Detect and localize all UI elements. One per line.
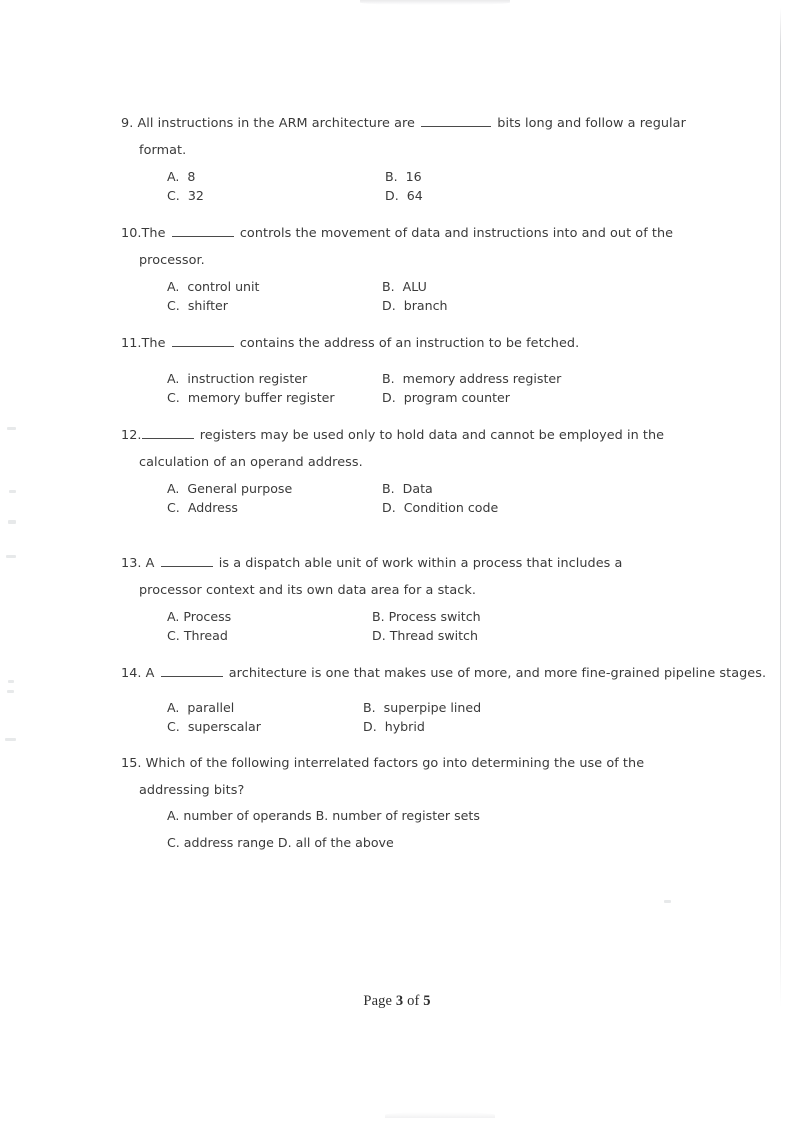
fill-in-blank (421, 114, 491, 127)
question-text: A (141, 556, 155, 571)
question-continuation: addressing bits? (139, 783, 245, 798)
options-question-9 (167, 167, 423, 205)
scan-speckle (7, 427, 16, 430)
scan-speckle (8, 520, 16, 524)
scan-speckle (9, 490, 16, 493)
question-11 (121, 330, 579, 357)
option-row (167, 369, 561, 388)
option-row (167, 479, 498, 498)
question-number: 15. (121, 756, 142, 771)
option-d[interactable]: D. Condition code (382, 500, 499, 515)
option-a[interactable]: A. 8 (167, 169, 196, 184)
scan-speckle (5, 738, 16, 741)
option-c[interactable]: C. shifter (167, 298, 228, 313)
options-question-11 (167, 369, 561, 407)
option-c[interactable]: C. Thread (167, 628, 228, 643)
question-number: 10. (121, 226, 142, 241)
scan-speckle (6, 555, 16, 558)
option-row (167, 607, 481, 626)
question-text-after: contains the address of an instruction to be fetched. (239, 336, 580, 351)
question-continuation: processor context and its own data area for a stack. (139, 583, 476, 598)
question-number: 11. (121, 336, 142, 351)
question-15 (121, 750, 644, 804)
option-row (167, 296, 448, 315)
option-d[interactable]: D. Thread switch (372, 628, 478, 643)
question-text-after: bits long and follow a regular (497, 116, 686, 131)
options-question-15 (167, 806, 480, 860)
question-text-after: is a dispatch able unit of work within a process that includes a (218, 556, 623, 571)
option-c[interactable]: C. memory buffer register (167, 390, 335, 405)
question-13 (121, 550, 622, 604)
option-d[interactable]: D. branch (382, 298, 448, 313)
question-number: 12. (121, 428, 142, 443)
question-number: 9. (121, 116, 134, 131)
question-text: The (141, 226, 166, 241)
option-a[interactable]: A. control unit (167, 279, 260, 294)
question-text: All instructions in the ARM architecture are (133, 116, 415, 131)
option-b[interactable]: B. Data (382, 481, 433, 496)
options-question-14 (167, 698, 481, 736)
fill-in-blank (142, 426, 194, 439)
question-text: The (141, 336, 166, 351)
question-text-after: architecture is one that makes use of more, and more fine-grained pipeline stages. (228, 666, 767, 681)
question-9 (121, 110, 686, 164)
option-c[interactable]: C. superscalar (167, 719, 261, 734)
option-row (167, 498, 498, 517)
page-footer (0, 993, 794, 1010)
option-d[interactable]: D. 64 (385, 188, 423, 203)
scan-line-artifact-right (780, 8, 781, 1008)
options-question-13 (167, 607, 481, 645)
question-12 (121, 422, 664, 476)
option-row-ab[interactable]: A. number of operands B. number of register sets (167, 808, 480, 823)
option-b[interactable]: B. ALU (382, 279, 427, 294)
scan-speckle (664, 900, 671, 903)
option-b[interactable]: B. superpipe lined (363, 700, 482, 715)
option-row (167, 626, 481, 645)
option-row (167, 698, 481, 717)
question-continuation: calculation of an operand address. (139, 455, 363, 470)
option-c[interactable]: C. Address (167, 500, 238, 515)
scan-speckle (8, 680, 14, 683)
fill-in-blank (161, 554, 213, 567)
question-text: Which of the following interrelated factors go into determining the use of the (141, 756, 645, 771)
option-row (167, 717, 481, 736)
option-row (167, 186, 423, 205)
option-b[interactable]: B. Process switch (372, 609, 481, 624)
option-row (167, 167, 423, 186)
option-a[interactable]: A. instruction register (167, 371, 308, 386)
scan-edge-artifact-top (360, 0, 510, 5)
question-number: 13. (121, 556, 142, 571)
question-text-after: controls the movement of data and instructions into and out of the (239, 226, 674, 241)
option-d[interactable]: D. hybrid (363, 719, 425, 734)
option-d[interactable]: D. program counter (382, 390, 510, 405)
option-a[interactable]: A. parallel (167, 700, 235, 715)
question-continuation: format. (139, 143, 187, 158)
fill-in-blank (161, 664, 223, 677)
scan-edge-artifact-bottom (385, 1112, 495, 1118)
options-question-10 (167, 277, 448, 315)
option-row (167, 388, 561, 407)
footer-page-number: 3 (395, 993, 404, 1009)
option-b[interactable]: B. 16 (385, 169, 422, 184)
option-c[interactable]: C. 32 (167, 188, 204, 203)
option-row (167, 277, 448, 296)
options-question-12 (167, 479, 498, 517)
question-text: A (141, 666, 155, 681)
fill-in-blank (172, 224, 234, 237)
footer-middle: of (403, 993, 424, 1009)
footer-total-pages: 5 (423, 993, 431, 1009)
option-a[interactable]: A. General purpose (167, 481, 293, 496)
question-text-after: registers may be used only to hold data and cannot be employed in the (199, 428, 665, 443)
question-10 (121, 220, 673, 274)
question-number: 14. (121, 666, 142, 681)
question-continuation: processor. (139, 253, 205, 268)
option-b[interactable]: B. memory address register (382, 371, 562, 386)
option-a[interactable]: A. Process (167, 609, 232, 624)
option-row-cd[interactable]: C. address range D. all of the above (167, 835, 394, 850)
footer-prefix: Page (363, 993, 396, 1009)
fill-in-blank (172, 334, 234, 347)
question-14 (121, 660, 766, 687)
scan-speckle (7, 690, 14, 693)
